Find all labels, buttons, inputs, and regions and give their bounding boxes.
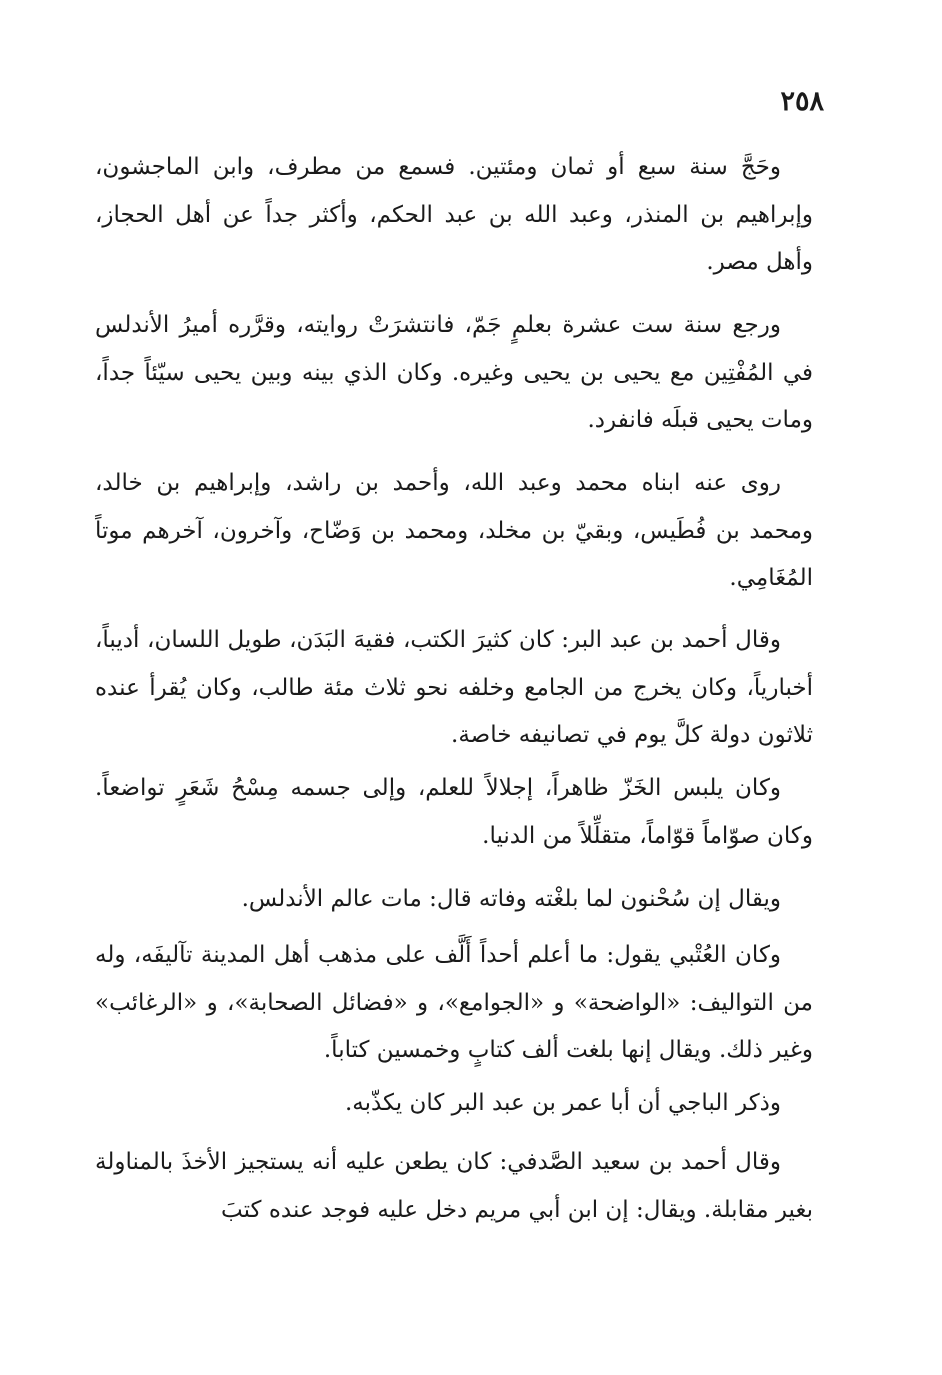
paragraph-text: ويقال إن سُحْنون لما بلغْته وفاته قال: مات عالم الأندلس.	[241, 886, 781, 912]
paragraph-7	[95, 932, 813, 1075]
paragraph-8	[95, 1080, 813, 1128]
paragraph-text: ورجع سنة ست عشرة بعلمٍ جَمّ، فانتشرَتْ روايته، وقرَّره أميرُ الأندلس في المُفْتِين مع يحيى بن يحيى وغيره. وكان الذي بينه وبين يحيى سيّئاً جداً، ومات يحيى قبلَه فانفرد.	[95, 312, 813, 433]
paragraph-text: وقال أحمد بن سعيد الصَّدفي: كان يطعن عليه أنه يستجيز الأخذَ بالمناولة بغير مقابلة. ويقال: إن ابن أبي مريم دخل عليه فوجد عنده كتبَ	[95, 1149, 813, 1223]
page-number: ٢٥٨	[780, 86, 824, 117]
paragraph-3	[95, 460, 813, 603]
paragraph-text: وكان يلبس الخَزّ ظاهراً، إجلالاً للعلم، وإلى جسمه مِسْحُ شَعَرٍ تواضعاً. وكان صوّاماً قوّاماً، متقلِّلاً من الدنيا.	[95, 775, 813, 849]
paragraph-text: وقال أحمد بن عبد البر: كان كثيرَ الكتب، فقيهَ البَدَن، طويل اللسان، أديباً، أخبارياً، وكان يخرج من الجامع وخلفه نحو ثلاث مئة طالب، وكان يُقرأ عنده ثلاثون دولة كلَّ يوم في تصانيفه خاصة.	[95, 627, 813, 748]
paragraph-text: وحَجَّ سنة سبع أو ثمان ومئتين. فسمع من مطرف، وابن الماجشون، وإبراهيم بن المنذر، وعبد الله بن عبد الحكم، وأكثر جداً عن أهل الحجاز، وأهل مصر.	[95, 154, 813, 275]
paragraph-9	[95, 1139, 813, 1234]
paragraph-text: روى عنه ابناه محمد وعبد الله، وأحمد بن راشد، وإبراهيم بن خالد، ومحمد بن فُطَيس، وبقيّ بن مخلد، ومحمد بن وَضّاح، وآخرون، آخرهم موتاً المُغَامِي.	[95, 470, 813, 591]
paragraph-6	[95, 876, 813, 924]
paragraph-2	[95, 302, 813, 445]
paragraph-text: وكان العُتْبي يقول: ما أعلم أحداً أَلَّف على مذهب أهل المدينة تآليفَه، وله من التواليف: «الواضحة» و «الجوامع»، و «فضائل الصحابة»، و «الرغائب» وغير ذلك. ويقال إنها بلغت ألف كتابٍ وخمسين كتاباً.	[95, 942, 813, 1063]
paragraph-5	[95, 765, 813, 860]
paragraph-4	[95, 617, 813, 760]
paragraph-1	[95, 144, 813, 287]
paragraph-text: وذكر الباجي أن أبا عمر بن عبد البر كان يكذّبه.	[344, 1090, 781, 1116]
